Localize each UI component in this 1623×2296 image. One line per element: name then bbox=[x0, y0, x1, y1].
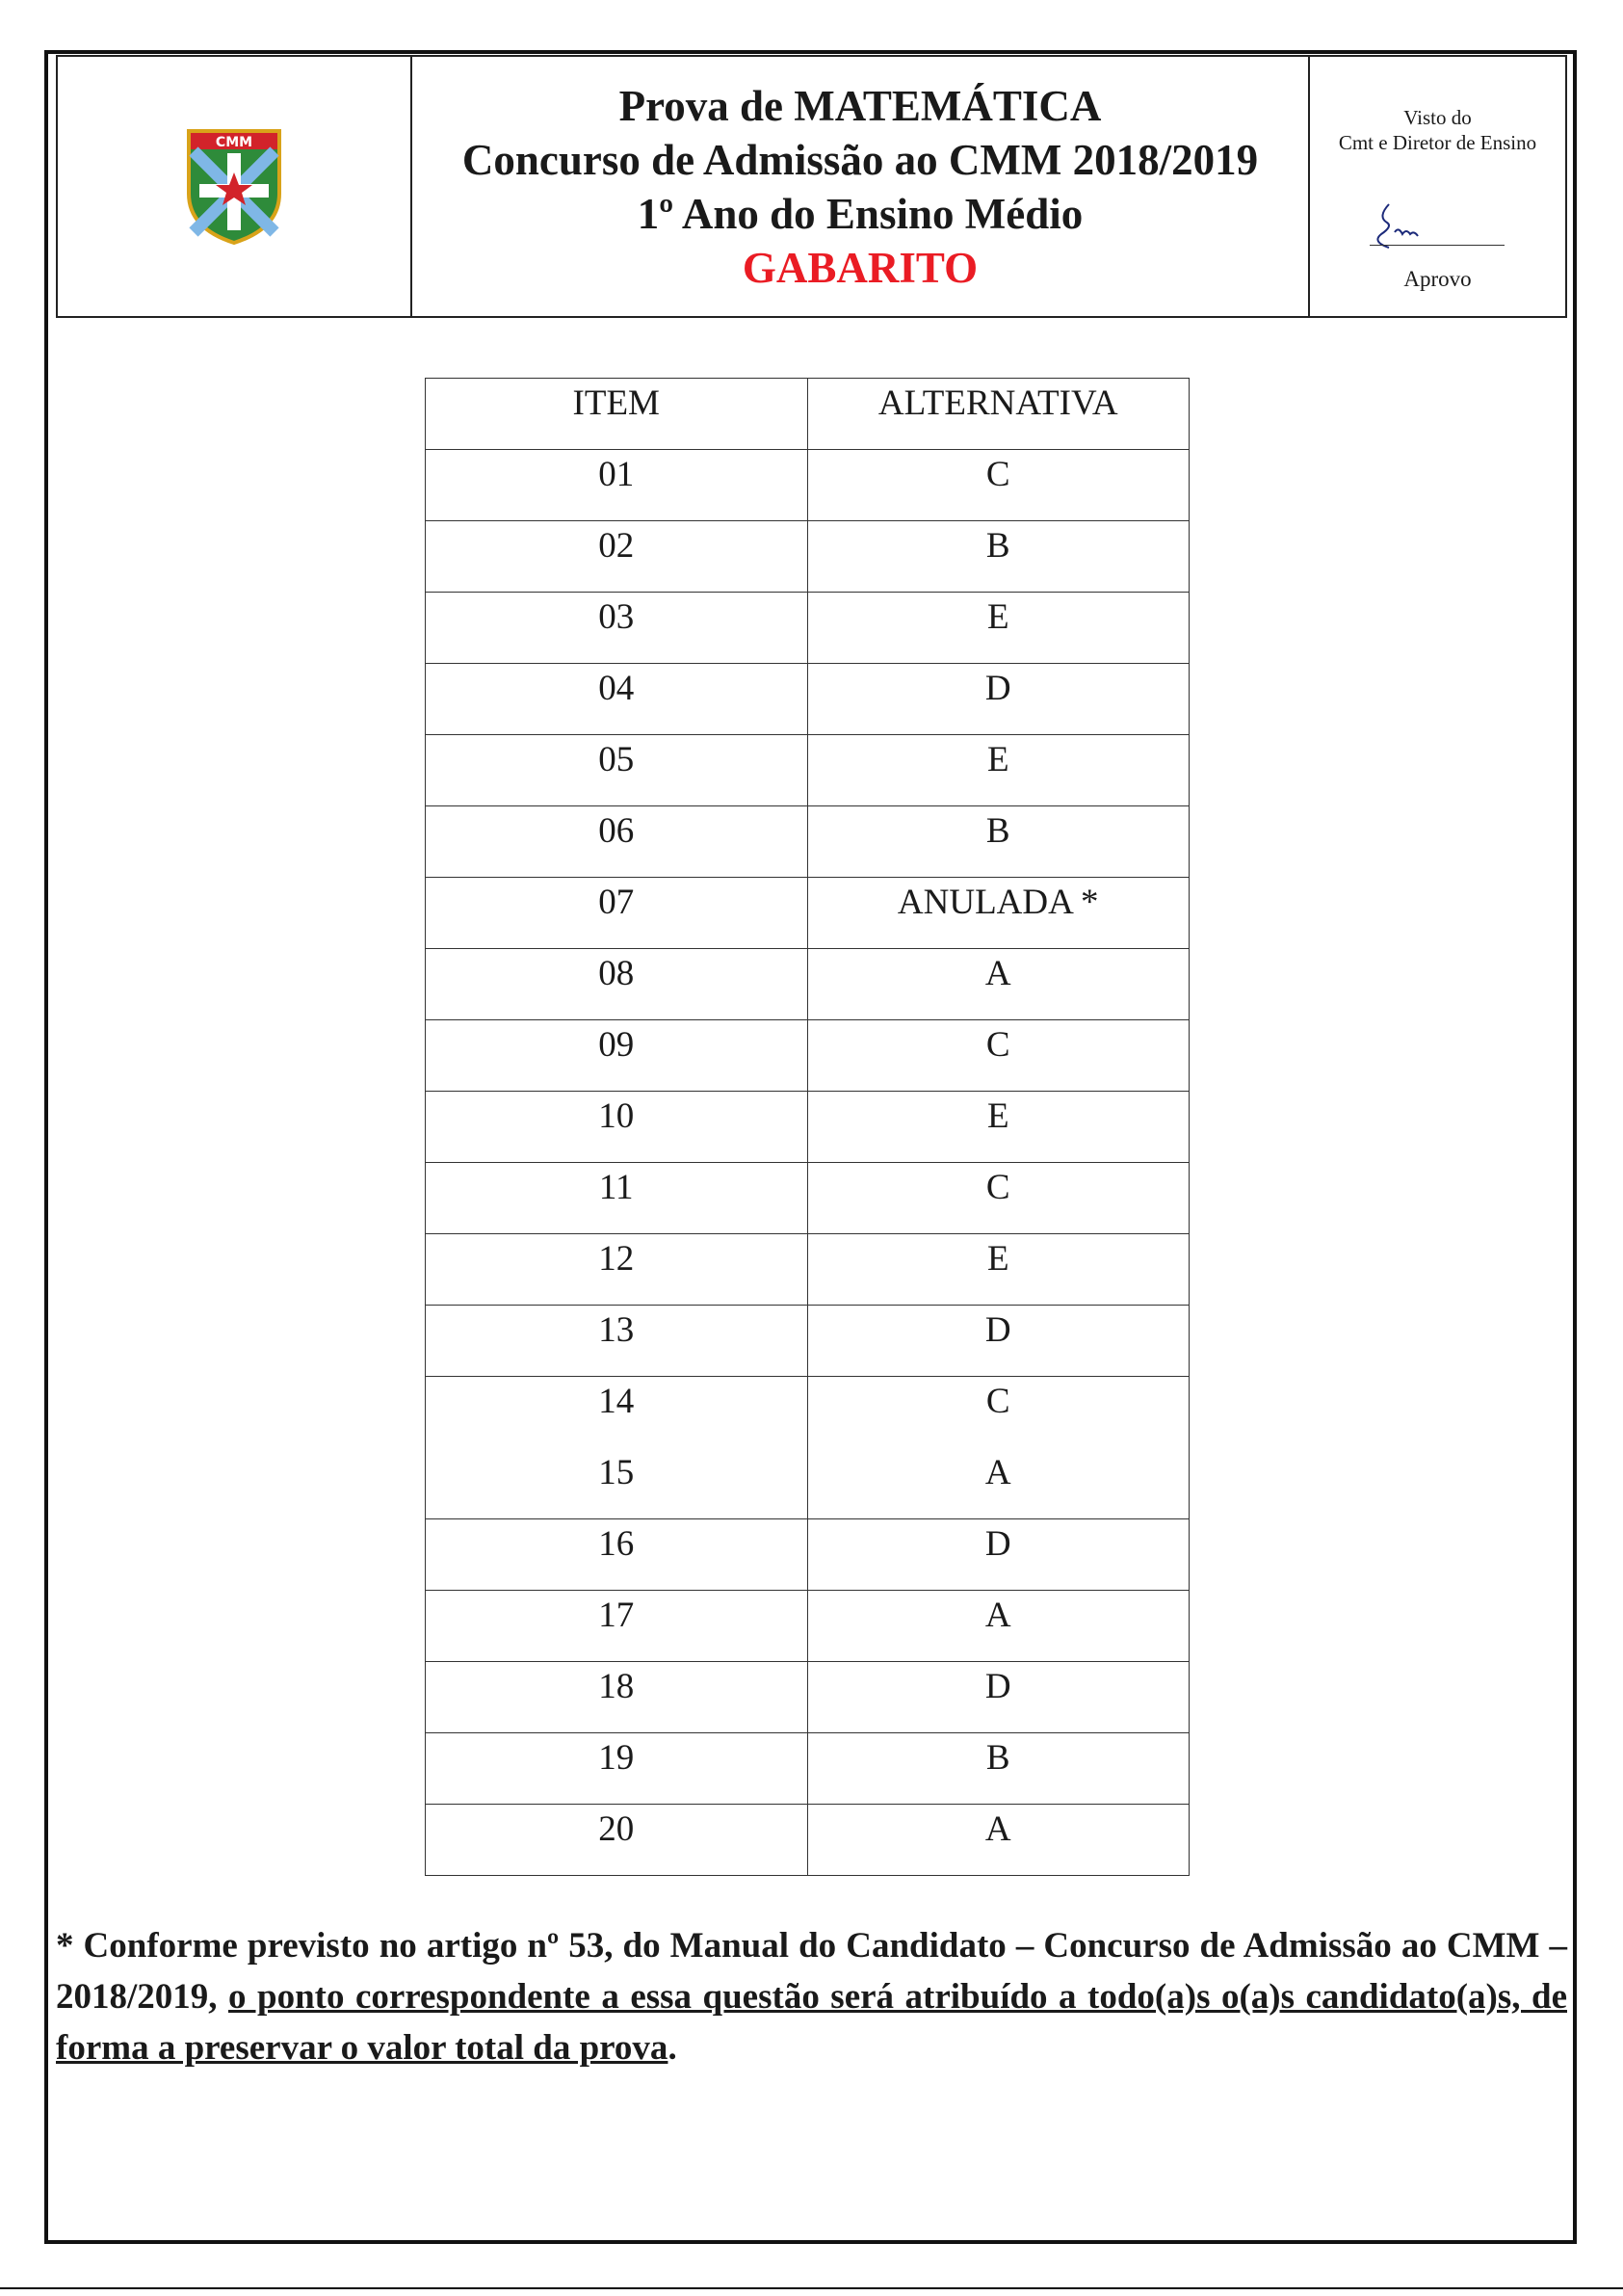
table-row bbox=[426, 450, 1190, 521]
table-header-row bbox=[426, 379, 1190, 450]
answer-cell: C bbox=[807, 1377, 1190, 1448]
table-row bbox=[426, 1234, 1190, 1306]
note-end: . bbox=[668, 2028, 677, 2068]
answer-cell: D bbox=[807, 1662, 1190, 1733]
answer-cell: A bbox=[807, 1448, 1190, 1519]
note-underlined-text: o ponto correspondente a essa questão será atribuído a todo(a)s o(a)s candidato(a)s, de forma a preservar o valor total da prova bbox=[56, 1977, 1567, 2068]
answer-cell: C bbox=[807, 450, 1190, 521]
answer-cell: D bbox=[807, 1306, 1190, 1377]
cmm-shield-logo bbox=[186, 128, 282, 246]
answer-cell: C bbox=[807, 1163, 1190, 1234]
visto-role-line: Cmt e Diretor de Ensino bbox=[1338, 131, 1537, 154]
item-cell: 10 bbox=[426, 1092, 808, 1163]
table-row bbox=[426, 1092, 1190, 1163]
table-row bbox=[426, 806, 1190, 878]
table-row bbox=[426, 735, 1190, 806]
table-row bbox=[426, 521, 1190, 593]
item-cell: 03 bbox=[426, 593, 808, 664]
item-cell: 06 bbox=[426, 806, 808, 878]
table-row bbox=[426, 1163, 1190, 1234]
item-cell: 14 bbox=[426, 1377, 808, 1448]
table-row bbox=[426, 664, 1190, 735]
signature-line bbox=[1370, 245, 1505, 246]
approval-caption bbox=[1310, 105, 1565, 155]
bottom-rule bbox=[0, 2287, 1623, 2289]
item-cell: 05 bbox=[426, 735, 808, 806]
answer-cell: A bbox=[807, 949, 1190, 1020]
answer-cell: D bbox=[807, 664, 1190, 735]
answer-cell: C bbox=[807, 1020, 1190, 1092]
answer-key-table bbox=[425, 378, 1190, 1876]
exam-subtitle: Concurso de Admissão ao CMM 2018/2019 bbox=[461, 135, 1259, 184]
answer-cell: B bbox=[807, 1733, 1190, 1805]
item-cell: 07 bbox=[426, 878, 808, 949]
header-alternativa: ALTERNATIVA bbox=[807, 379, 1190, 450]
exam-title: Prova de MATEMÁTICA bbox=[618, 81, 1102, 130]
item-cell: 01 bbox=[426, 450, 808, 521]
item-cell: 18 bbox=[426, 1662, 808, 1733]
table-row bbox=[426, 878, 1190, 949]
item-cell: 15 bbox=[426, 1448, 808, 1519]
table-row bbox=[426, 1519, 1190, 1591]
item-cell: 12 bbox=[426, 1234, 808, 1306]
note-text: * Conforme previsto no artigo nº 53, do Manual do Candidato – Concurso de Admissão ao CMM – 2018/2019, bbox=[56, 1926, 1567, 2017]
table-row bbox=[426, 1306, 1190, 1377]
item-cell: 02 bbox=[426, 521, 808, 593]
answer-cell: B bbox=[807, 521, 1190, 593]
visto-line: Visto do bbox=[1403, 106, 1472, 129]
gabarito-label: GABARITO bbox=[742, 243, 979, 292]
logo-cell bbox=[58, 57, 412, 316]
header-item: ITEM bbox=[426, 379, 808, 450]
table-row bbox=[426, 1733, 1190, 1805]
answer-cell: E bbox=[807, 735, 1190, 806]
item-cell: 16 bbox=[426, 1519, 808, 1591]
svg-text:CMM: CMM bbox=[215, 134, 253, 150]
document-header bbox=[56, 55, 1567, 318]
aprovo-label: Aprovo bbox=[1403, 267, 1472, 291]
table-row bbox=[426, 593, 1190, 664]
answer-cell: E bbox=[807, 1234, 1190, 1306]
answer-cell: A bbox=[807, 1591, 1190, 1662]
answer-cell: A bbox=[807, 1805, 1190, 1876]
item-cell: 19 bbox=[426, 1733, 808, 1805]
item-cell: 20 bbox=[426, 1805, 808, 1876]
item-cell: 04 bbox=[426, 664, 808, 735]
table-row bbox=[426, 1020, 1190, 1092]
item-cell: 09 bbox=[426, 1020, 808, 1092]
item-cell: 11 bbox=[426, 1163, 808, 1234]
answer-cell: ANULADA * bbox=[807, 878, 1190, 949]
answer-cell: E bbox=[807, 1092, 1190, 1163]
table-row bbox=[426, 1448, 1190, 1519]
table-row bbox=[426, 1591, 1190, 1662]
annulment-note bbox=[56, 1920, 1567, 2073]
table-row bbox=[426, 1662, 1190, 1733]
answer-cell: D bbox=[807, 1519, 1190, 1591]
answer-cell: B bbox=[807, 806, 1190, 878]
approval-cell bbox=[1310, 57, 1565, 316]
table-row bbox=[426, 1805, 1190, 1876]
item-cell: 17 bbox=[426, 1591, 808, 1662]
title-block bbox=[412, 57, 1310, 316]
table-row bbox=[426, 949, 1190, 1020]
table-row bbox=[426, 1377, 1190, 1448]
answer-cell: E bbox=[807, 593, 1190, 664]
signature bbox=[1360, 199, 1437, 257]
exam-grade: 1º Ano do Ensino Médio bbox=[637, 189, 1084, 238]
item-cell: 08 bbox=[426, 949, 808, 1020]
item-cell: 13 bbox=[426, 1306, 808, 1377]
